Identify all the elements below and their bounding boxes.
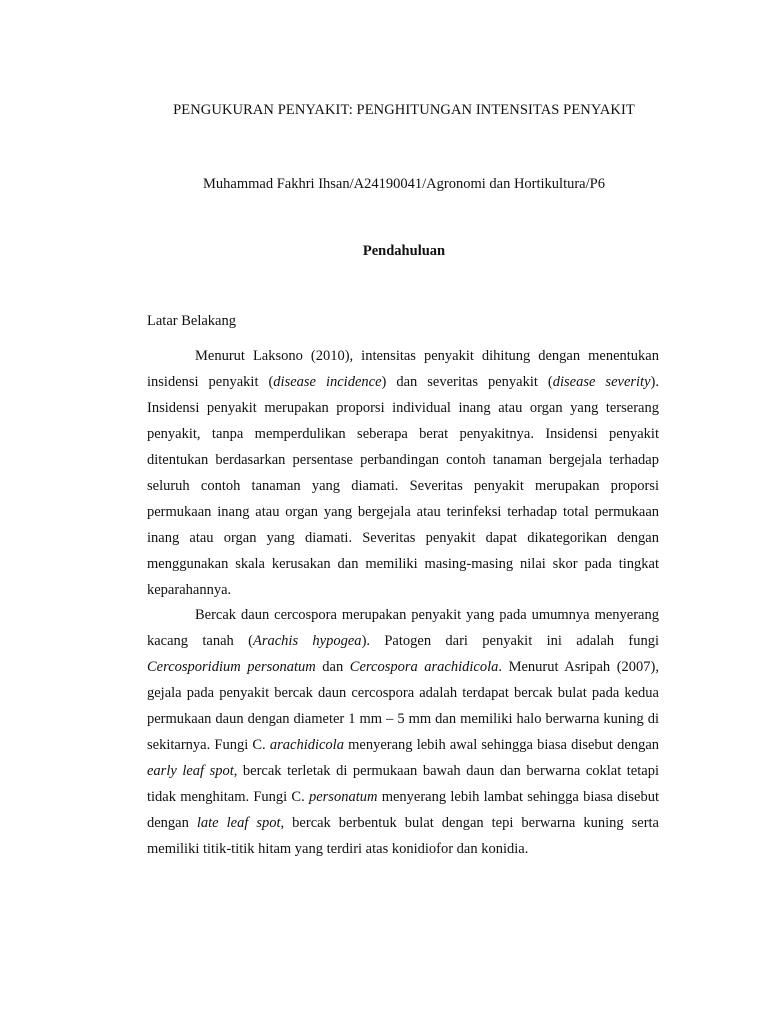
p2-italic-6: personatum — [308, 789, 378, 805]
p1-italic-1: disease incidence — [273, 374, 382, 390]
paragraph-2 — [147, 602, 659, 862]
p2-text-6: , bercak terletak di permukaan bawah daun dan berwarna coklat tetapi tidak menghitam. Fungi C. — [147, 763, 659, 805]
p2-text-5: menyerang lebih awal sehingga biasa disebut dengan — [343, 737, 660, 753]
section-heading: Pendahuluan — [362, 243, 446, 259]
p2-italic-5: early leaf spot — [147, 763, 234, 779]
p2-italic-2: Cercosporidium personatum — [147, 659, 316, 675]
p1-italic-2: disease severity — [552, 374, 651, 390]
p2-italic-1: Arachis hypogea — [252, 633, 362, 649]
author-line: Muhammad Fakhri Ihsan/A24190041/Agronomi dan Hortikultura/P6 — [203, 176, 605, 192]
p1-text-1: Menurut Laksono (2010), intensitas penyakit dihitung dengan menentukan insidensi penyakit ( — [147, 348, 659, 390]
p2-text-2: ). Patogen dari penyakit ini adalah fungi — [361, 633, 660, 649]
p2-text-1: Bercak daun cercospora merupakan penyakit yang pada umumnya menyerang kacang tanah ( — [147, 607, 659, 649]
paragraph-1 — [147, 343, 659, 603]
subsection-heading: Latar Belakang — [147, 313, 236, 329]
p1-text-2: ) dan severitas penyakit ( — [381, 374, 553, 390]
p2-italic-3: Cercospora arachidicola — [349, 659, 499, 675]
document-title: PENGUKURAN PENYAKIT: PENGHITUNGAN INTENSITAS PENYAKIT — [173, 102, 635, 118]
p2-text-4: . Menurut Asripah (2007), gejala pada penyakit bercak daun cercospora adalah terdapat bercak bulat pada kedua permukaan daun dengan diameter 1 mm – 5 mm dan memiliki halo berwarna kuning di sekitarnya. Fungi C. — [147, 659, 660, 753]
p2-text-8: , bercak berbentuk bulat dengan tepi berwarna kuning serta memiliki titik-titik hitam yang terdiri atas konidiofor dan konidia. — [147, 815, 659, 857]
p1-text-3: ). Insidensi penyakit merupakan proporsi individual inang atau organ yang terserang penyakit, tanpa memperdulikan seberapa berat penyakitnya. Insidensi penyakit ditentukan berdasarkan persentase perbandingan contoh tanaman bergejala terhadap seluruh contoh tanaman yang diamati. Severitas penyakit merupakan proporsi permukaan inang atau organ yang bergejala atau terinfeksi terhadap total permukaan inang atau organ yang diamati. Severitas penyakit dapat dikategorikan dengan menggunakan skala kerusakan dan memiliki masing-masing nilai skor pada tingkat keparahannya. — [147, 374, 659, 598]
p2-italic-4: arachidicola — [269, 737, 344, 753]
p2-text-7: menyerang lebih lambat sehingga biasa disebut dengan — [147, 789, 659, 831]
p2-italic-7: late leaf spot — [196, 815, 281, 831]
p2-text-3: dan — [315, 659, 350, 675]
